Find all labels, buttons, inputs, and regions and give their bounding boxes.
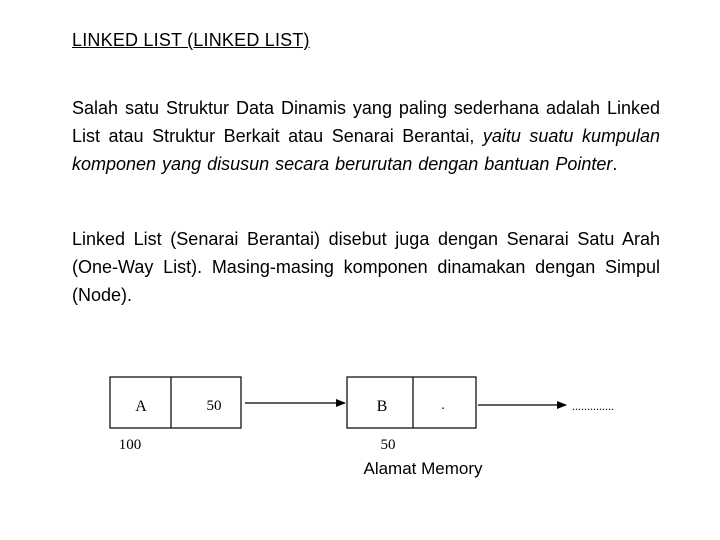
node-a-pointer: 50	[206, 398, 222, 414]
node-b-pointer: .	[441, 398, 445, 413]
paragraph-definition-text: Salah satu Struktur Data Dinamis yang paling sederhana adalah Linked List atau Struktur Berkait atau Senarai Berantai,	[72, 98, 660, 146]
node-b-box	[347, 377, 476, 428]
node-a-address: 100	[118, 437, 142, 453]
paragraph-definition-italic: yaitu suatu kumpulan komponen yang disusun secara berurutan dengan bantuan Pointer	[72, 126, 660, 174]
node-b-address: 50	[380, 437, 396, 453]
paragraph-one-way-list: Linked List (Senarai Berantai) disebut juga dengan Senarai Satu Arah (One-Way List). Masing-masing komponen dinamakan dengan Simpul (Node).	[72, 229, 660, 305]
page-title: LINKED LIST (LINKED LIST)	[72, 30, 310, 50]
paragraph-definition-end: .	[612, 154, 618, 174]
node-b-data: B	[376, 398, 388, 415]
memory-address-caption: Alamat Memory	[363, 459, 483, 478]
node-a	[110, 377, 241, 453]
continuation-dots: ..............	[572, 399, 614, 413]
node-b	[347, 377, 476, 453]
node-a-data: A	[135, 398, 147, 415]
